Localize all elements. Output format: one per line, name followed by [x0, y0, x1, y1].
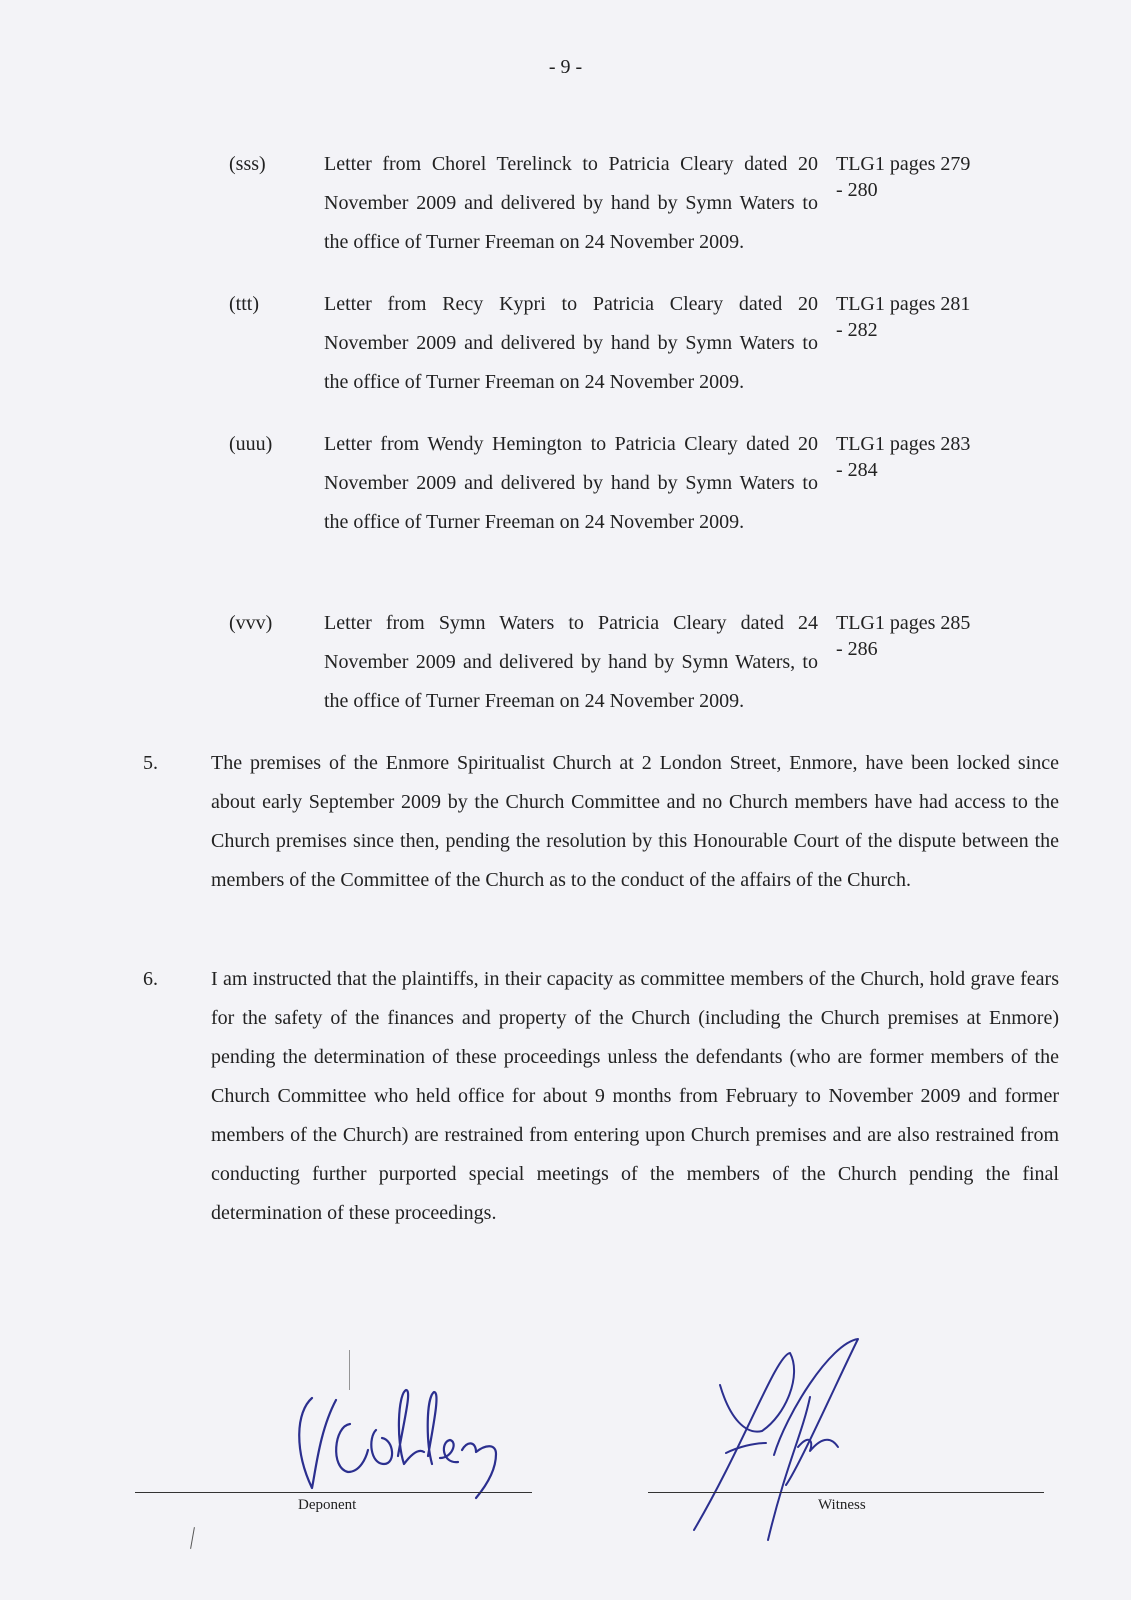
scan-mark — [349, 1350, 350, 1390]
exhibit-reference-range: - 282 — [836, 319, 878, 341]
paragraph-text: The premises of the Enmore Spiritualist Church at 2 London Street, Enmore, have been locked since about early September 2009 by the Church Committee and no Church members have had access to the Church premises since then, pending the resolution by this Honourable Court of the dispute between the members of the Committee of the Church as to the conduct of the affairs of the Church. — [211, 752, 1059, 891]
exhibit-reference — [836, 431, 996, 483]
witness-label: Witness — [818, 1497, 866, 1513]
paragraph-number: 5. — [143, 752, 158, 774]
exhibit-reference-range: - 280 — [836, 179, 878, 201]
exhibit-reference — [836, 291, 996, 343]
exhibit-label: (ttt) — [229, 293, 259, 315]
exhibit-label: (vvv) — [229, 612, 273, 634]
paragraph-text: I am instructed that the plaintiffs, in their capacity as committee members of the Church, hold grave fears for the safety of the finances and property of the Church (including the Church premises at Enmore) pending the determination of these proceedings unless the defendants (who are former members of the Church Committee who held office for about 9 months from February to November 2009 and former members of the Church) are restrained from entering upon Church premises and are also restrained from conducting further purported special meetings of the members of the Church pending the final determination of these proceedings. — [211, 968, 1059, 1224]
exhibit-reference-pages: TLG1 pages 281 — [836, 293, 971, 315]
exhibit-description: Letter from Wendy Hemington to Patricia Cleary dated 20 November 2009 and delivered by hand by Symn Waters to the office of Turner Freeman on 24 November 2009. — [324, 433, 818, 533]
scan-mark — [190, 1527, 195, 1549]
exhibit-description: Letter from Chorel Terelinck to Patricia Cleary dated 20 November 2009 and delivered by hand by Symn Waters to the office of Turner Freeman on 24 November 2009. — [324, 153, 818, 253]
witness-signature — [690, 1335, 890, 1550]
exhibit-label: (uuu) — [229, 433, 273, 455]
exhibit-reference — [836, 610, 996, 662]
deponent-label: Deponent — [298, 1497, 357, 1513]
page-number: - 9 - — [548, 56, 583, 78]
exhibit-reference-pages: TLG1 pages 285 — [836, 612, 971, 634]
exhibit-reference — [836, 151, 996, 203]
witness-signature-line — [648, 1492, 1044, 1493]
exhibit-label: (sss) — [229, 153, 266, 175]
exhibit-reference-pages: TLG1 pages 283 — [836, 433, 971, 455]
paragraph-number: 6. — [143, 968, 158, 990]
exhibit-reference-pages: TLG1 pages 279 — [836, 153, 971, 175]
deponent-signature-line — [135, 1492, 532, 1493]
exhibit-reference-range: - 286 — [836, 638, 878, 660]
exhibit-reference-range: - 284 — [836, 459, 878, 481]
exhibit-description: Letter from Recy Kypri to Patricia Cleary dated 20 November 2009 and delivered by hand by Symn Waters to the office of Turner Freeman on 24 November 2009. — [324, 293, 818, 393]
deponent-signature — [290, 1360, 520, 1510]
exhibit-description: Letter from Symn Waters to Patricia Cleary dated 24 November 2009 and delivered by hand by Symn Waters, to the office of Turner Freeman on 24 November 2009. — [324, 612, 818, 712]
